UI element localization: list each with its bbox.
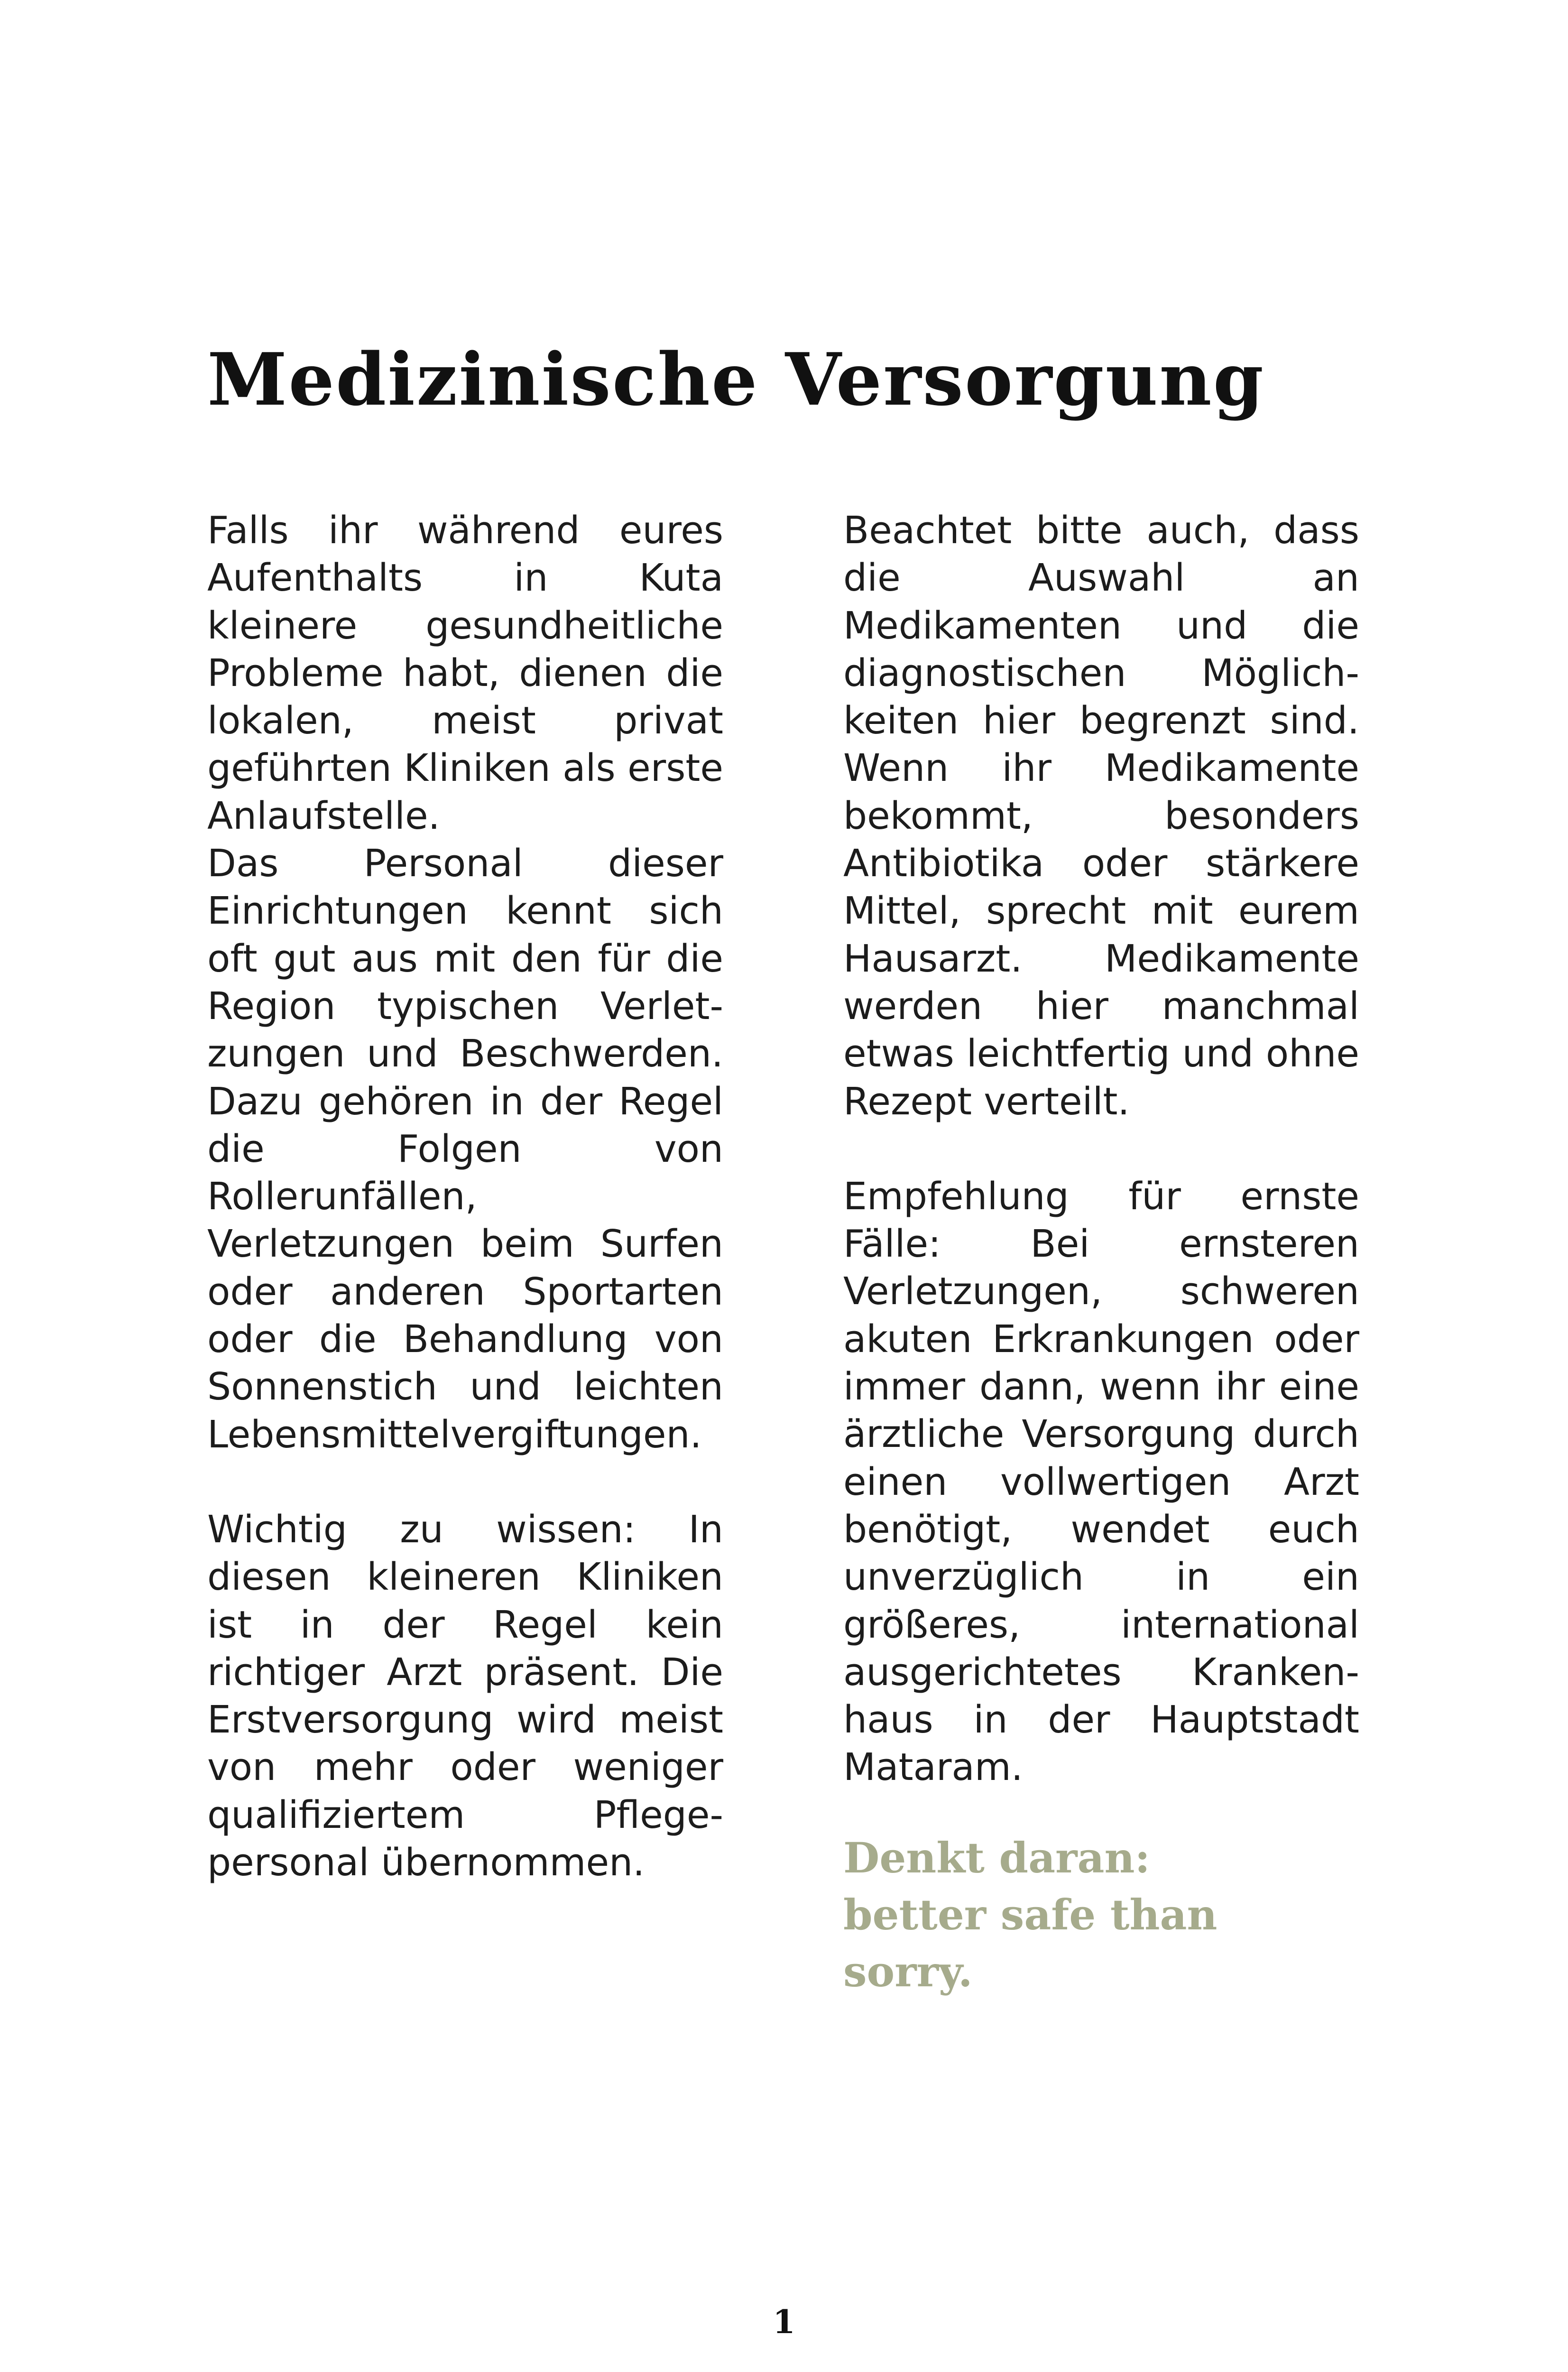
right-column xyxy=(843,507,1359,2000)
highlight-quote xyxy=(843,1829,1359,2000)
left-column xyxy=(207,507,723,1886)
medication-paragraph: Beachtet bitte auch, dass die Auswahl an Medikamenten und die diagnostischen Möglichkeiten hier begrenzt sind. Wenn ihr Medikamente bekommt, besonders Antibiotika oder stärkere Mittel, sprecht mit eurem Hausarzt. Medikamente werden hier manchmal etwas leichtfertig und ohne Rezept verteilt. xyxy=(843,509,1359,1123)
page-title: Medizinische Versorgung xyxy=(207,337,1265,422)
staff-paragraph: Das Personal dieser Einrichtungen kennt sich oft gut aus mit den für die Region typischen Verletzungen und Beschwerden. Dazu gehören in der Regel die Folgen von Rollerunfällen, Verletzungen beim Surfen oder anderen Sportarten oder die Behandlung von Sonnenstich und leichten Lebensmittelvergiftungen. xyxy=(207,842,723,1456)
important-note-paragraph: Wichtig zu wissen: In diesen kleineren Kliniken ist in der Regel kein richtiger Arzt präsent. Die Erstversorgung wird meist von mehr oder weniger qualifiziertem Pflegepersonal übernommen. xyxy=(207,1507,723,1885)
recommendation-paragraph: Empfehlung für ernste Fälle: Bei ernsteren Verletzungen, schweren akuten Erkrankungen oder immer dann, wenn ihr eine ärztliche Versorgung durch einen vollwertigen Arzt benötigt, wendet euch unverzüglich in ein größeres, international ausgerichtetes Krankenhaus in der Hauptstadt Mataram. xyxy=(843,1174,1359,1789)
highlight-line-1: Denkt daran: xyxy=(843,1833,1150,1882)
page-number: 1 xyxy=(773,2303,795,2341)
intro-paragraph: Falls ihr während eures Aufenthalts in Kuta kleinere gesundheitliche Probleme habt, dienen die lokalen, meist privat geführten Kliniken als erste Anlaufstelle. xyxy=(207,509,723,838)
highlight-line-2: better safe than sorry. xyxy=(843,1890,1218,1996)
